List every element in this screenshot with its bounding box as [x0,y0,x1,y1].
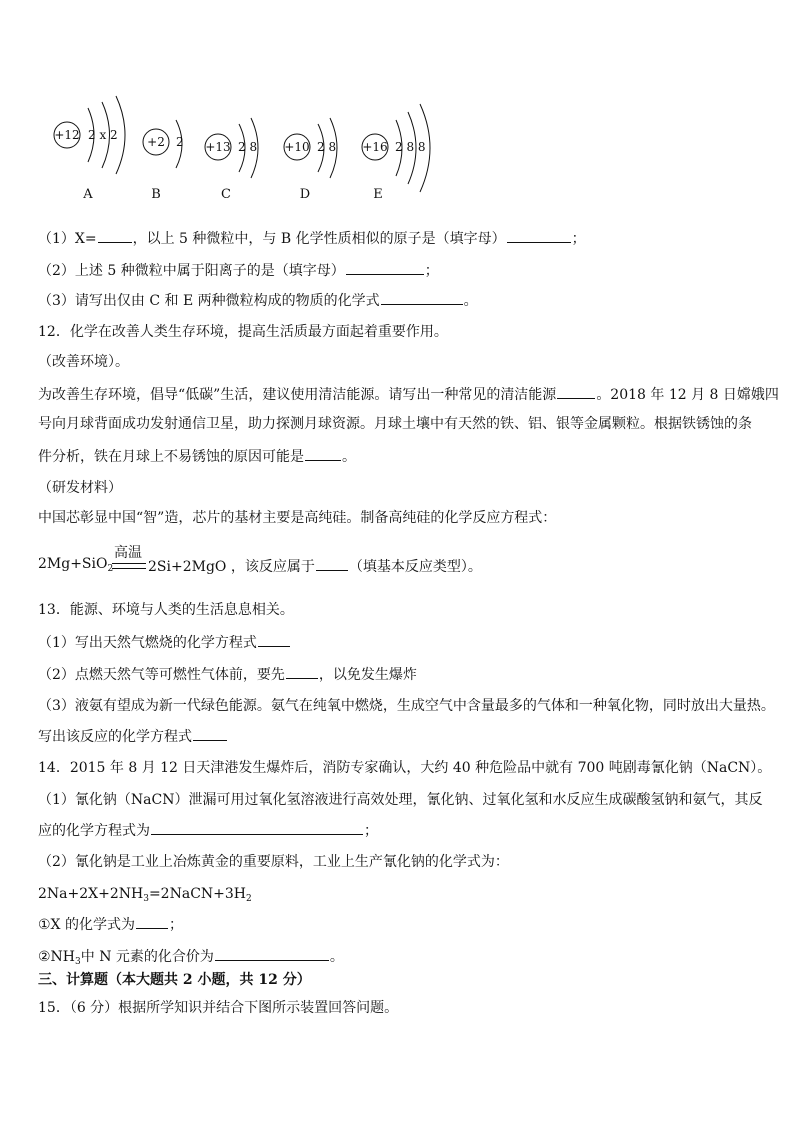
answer-blank[interactable] [557,384,595,399]
atom-e-shells: 2 8 8 [395,140,426,154]
atom-a-shells: 2 x 2 [88,128,118,142]
q14-heading: 14．2015 年 8 月 12 日天津港发生爆炸后，消防专家确认，大约 40 种危险品中就有 700 吨剧毒氰化钠（NaCN）。 [38,760,772,776]
atom-b-shells: 2 [176,135,184,149]
q13-part2: （2）点燃天然气等可燃性气体前，要先 ，以免发生爆炸 [38,664,417,685]
q13-part1: （1）写出天然气燃烧的化学方程式 [38,632,291,653]
equation-reactants: 2Mg+SiO$_2$ [38,556,114,574]
equation-products: 2Si+2MgO ，该反应属于 （填基本反应类型）。 [148,556,482,576]
q11-part3: （3）请写出仅由 C 和 E 两种微粒构成的物质的化学式 。 [38,290,478,311]
q12-line2: 号向月球背面成功发射通信卫星，助力探测月球资源。月球土壤中有天然的铁、铝、银等金属颗粒。根据铁锈蚀的条 [38,416,752,432]
answer-blank[interactable] [381,290,463,305]
q12-section-environment: （改善环境）。 [38,354,129,370]
atom-diagram-svg [40,88,460,208]
q14-equation: $2Na+2X+2NH_3=2NaCN+3H_2$ [38,886,252,904]
equation-equals-sign [112,563,146,569]
equation-condition: 高温 [114,545,142,561]
q12-line1: 为改善生存环境，倡导“低碳”生活，建议使用清洁能源。请写出一种常见的清洁能源 。2018 年 12 月 8 日嫦娥四 [38,384,779,405]
answer-blank[interactable] [98,228,132,243]
q15-heading: 15．（6 分）根据所学知识并结合下图所示装置回答问题。 [38,1000,399,1016]
atom-c-label: C [221,187,231,202]
q14-sub1: ①X 的化学式为 ； [38,914,183,935]
q13-heading: 13．能源、环境与人类的生活息息相关。 [38,602,294,618]
answer-blank[interactable] [136,914,168,929]
q12-line4: 中国芯彰显中国“智”造，芯片的基材主要是高纯硅。制备高纯硅的化学反应方程式： [38,510,557,526]
q14-part1: （1）氰化钠（NaCN）泄漏可用过氧化氢溶液进行高效处理，氰化钠、过氧化氢和水反应生成碳酸氢钠和氨气，其反 [38,792,763,808]
answer-blank[interactable] [193,726,227,741]
atom-d-label: D [299,187,311,202]
answer-blank[interactable] [316,556,348,571]
q11-part1: （1）X= ，以上 5 种微粒中，与 B 化学性质相似的原子是（填字母） ； [38,228,586,249]
atom-b-label: B [151,187,161,202]
atom-d-shells: 2 8 [317,140,337,154]
atom-c-nucleus: +13 [205,140,231,154]
q12-heading: 12．化学在改善人类生存环境，提高生活质最方面起着重要作用。 [38,324,448,340]
atom-b-nucleus: +2 [147,135,165,149]
atom-e-nucleus: +16 [362,140,388,154]
atom-diagrams [40,88,460,208]
q14-sub2: $②NH_3$中 N 元素的化合价为 。 [38,946,344,972]
section-3-heading: 三、计算题（本大题共 2 小题，共 12 分） [38,972,311,988]
answer-blank[interactable] [507,228,571,243]
q12-equation [38,542,538,582]
q13-part3-cont: 写出该反应的化学方程式 [38,726,228,747]
answer-blank[interactable] [346,260,424,275]
atom-d-nucleus: +10 [284,140,310,154]
q14-part2: （2）氰化钠是工业上冶炼黄金的重要原料，工业上生产氰化钠的化学式为： [38,854,509,870]
q14-part1-cont: 应的化学方程式为 ； [38,820,378,841]
answer-blank[interactable] [286,664,318,679]
q12-section-materials: （研发材料） [38,480,122,496]
answer-blank[interactable] [305,446,341,461]
q13-part3: （3）液氨有望成为新一代绿色能源。氨气在纯氧中燃烧，生成空气中含量最多的气体和一种氧化物，同时放出大量热。 [38,698,775,714]
atom-a-nucleus: +12 [54,128,80,142]
q11-part2: （2）上述 5 种微粒中属于阳离子的是（填字母） ； [38,260,439,281]
answer-blank[interactable] [215,946,329,961]
atom-c-shells: 2 8 [238,140,258,154]
answer-blank[interactable] [258,632,290,647]
atom-e-label: E [373,187,383,202]
atom-a-label: A [83,187,93,202]
q12-line3: 件分析，铁在月球上不易锈蚀的原因可能是 。 [38,446,356,467]
answer-blank[interactable] [151,820,363,835]
